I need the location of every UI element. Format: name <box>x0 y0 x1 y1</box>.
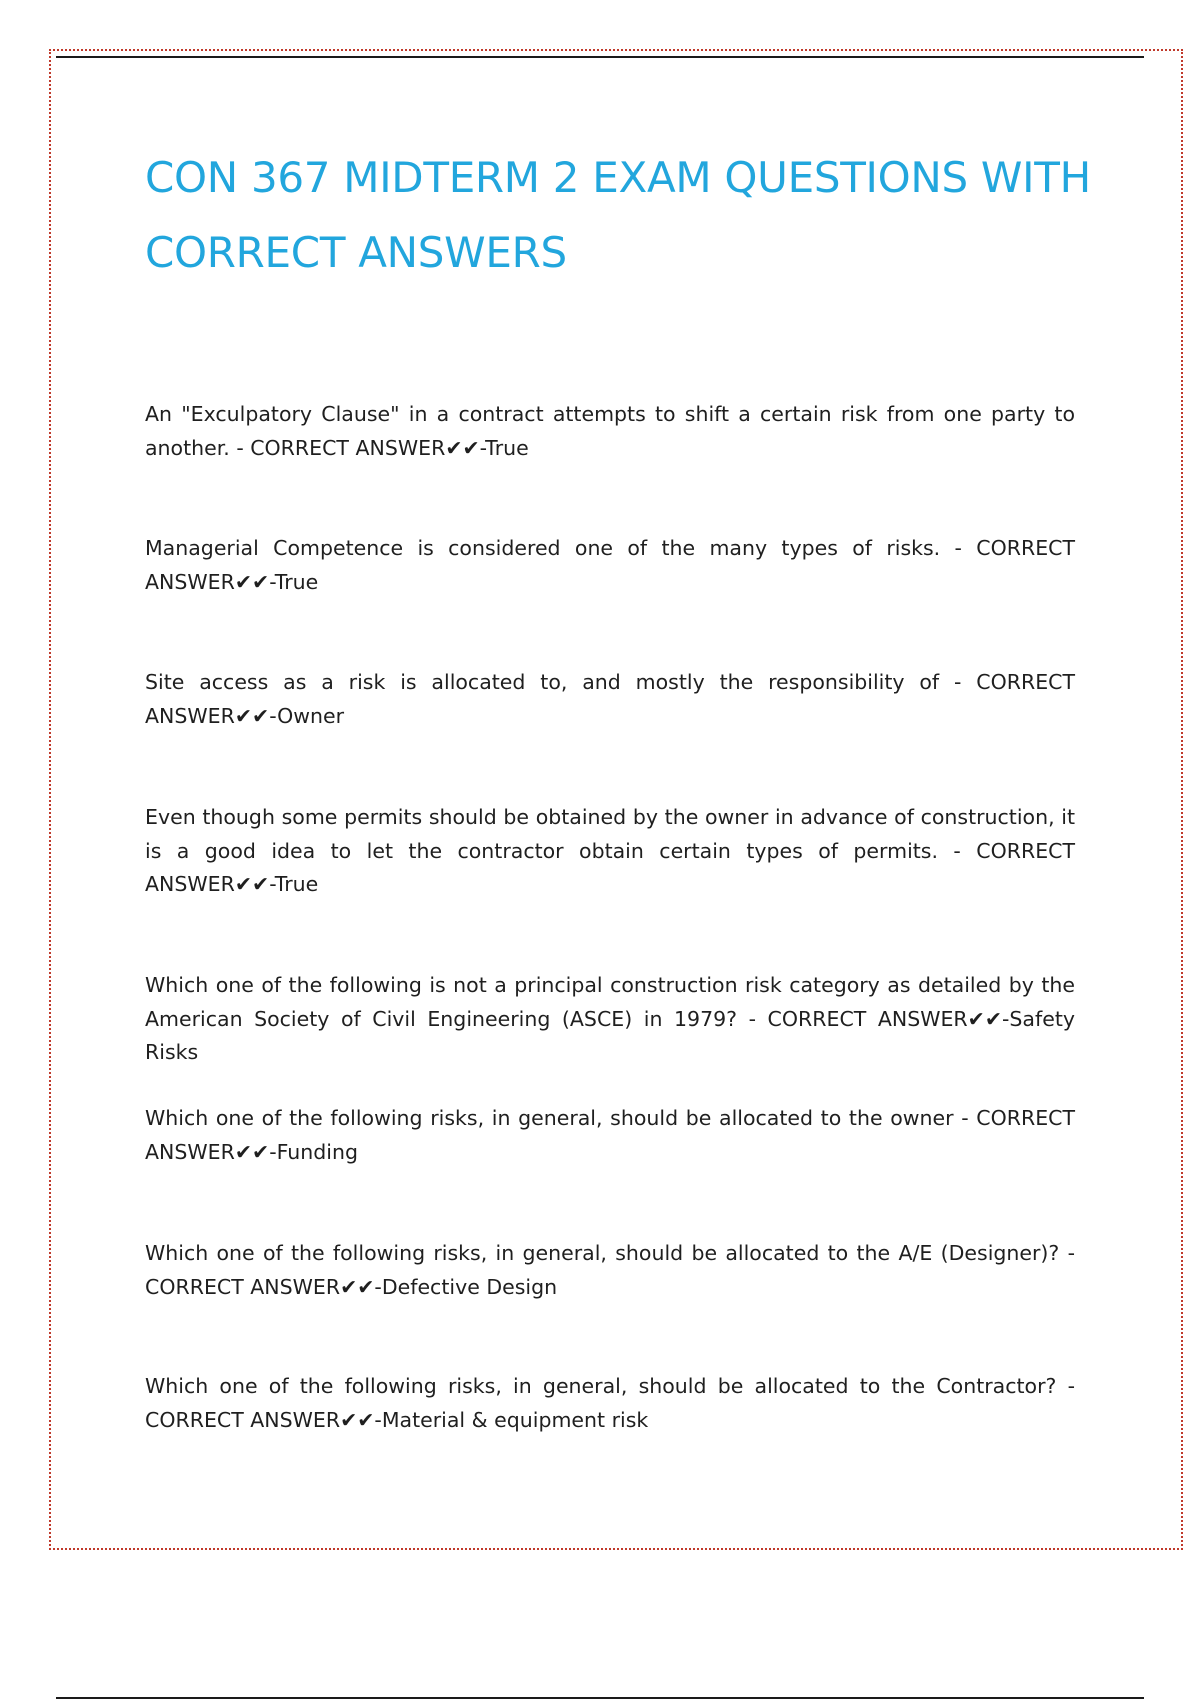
qa-item-8: Which one of the following risks, in general, should be allocated to the Contractor? - CORRECT ANSWER✔✔-Material & equipment risk <box>145 1374 1075 1432</box>
qa-item-7: Which one of the following risks, in general, should be allocated to the A/E (Designer)? - CORRECT ANSWER✔✔-Defective Design <box>145 1241 1075 1299</box>
page-title: CON 367 MIDTERM 2 EXAM QUESTIONS WITH CORRECT ANSWERS <box>145 153 1091 277</box>
top-rule <box>56 56 1144 58</box>
qa-item-5: Which one of the following is not a principal construction risk category as detailed by the American Society of Civil Engineering (ASCE) in 1979? - CORRECT ANSWER✔✔-Safety Risks <box>145 973 1075 1064</box>
qa-item-3: Site access as a risk is allocated to, and mostly the responsibility of - CORRECT ANSWER✔✔-Owner <box>145 670 1075 728</box>
qa-item-4: Even though some permits should be obtained by the owner in advance of construction, it is a good idea to let the contractor obtain certain types of permits. - CORRECT ANSWER✔✔-True <box>145 805 1075 896</box>
qa-item-2: Managerial Competence is considered one of the many types of risks. - CORRECT ANSWER✔✔-True <box>145 536 1075 594</box>
qa-item-1: An "Exculpatory Clause" in a contract attempts to shift a certain risk from one party to another. - CORRECT ANSWER✔✔-True <box>145 402 1075 460</box>
bottom-rule <box>56 1697 1144 1699</box>
qa-item-6: Which one of the following risks, in general, should be allocated to the owner - CORRECT ANSWER✔✔-Funding <box>145 1106 1075 1164</box>
